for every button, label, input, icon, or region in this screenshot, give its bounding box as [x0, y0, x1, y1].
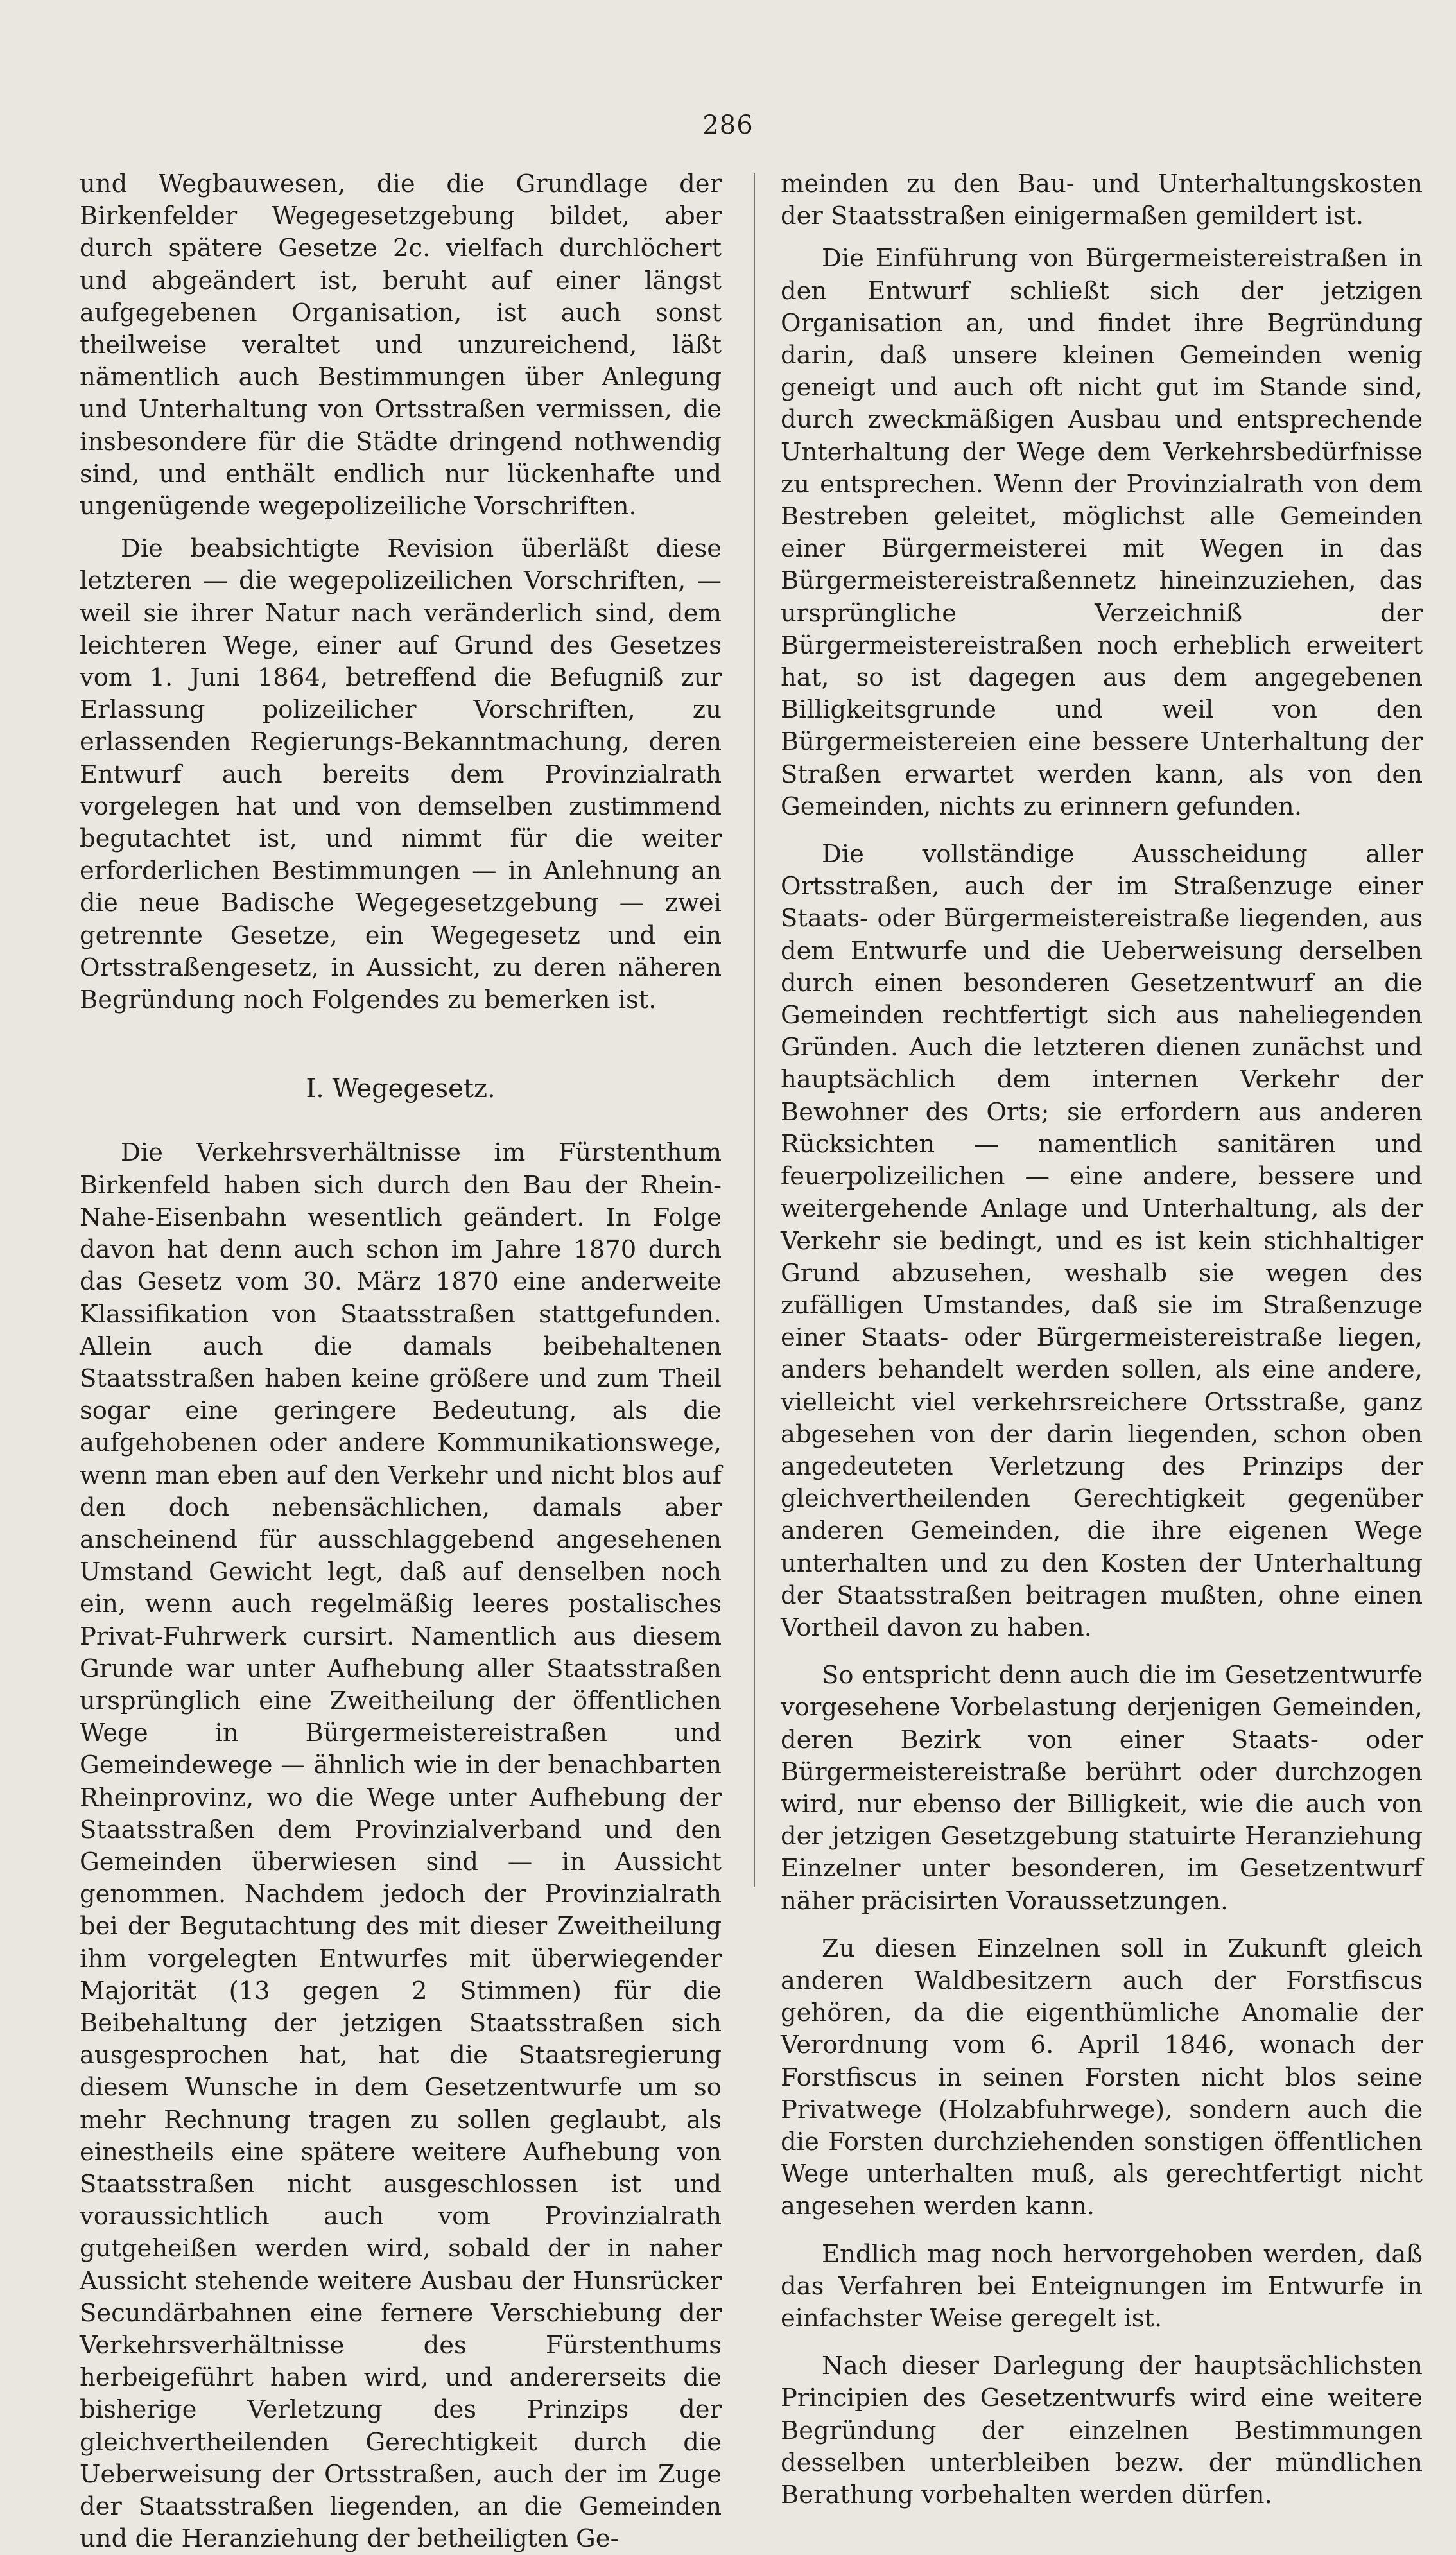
paragraph: So entspricht denn auch die im Gesetzentwurfe vorgesehene Vorbelastung derjenigen Gemeinden, deren Bezirk von einer Staats- oder Bürgermeistereistraße berührt oder durchzogen wird, nur ebenso der Billigkeit, wie die auch von der jetzigen Gesetzgebung statuirte Heranziehung Einzelner unter besonderen, im Gesetzentwurf näher präcisirten Voraussetzungen. [781, 1661, 1423, 1916]
paragraph: Die vollständige Ausscheidung aller Ortsstraßen, auch der im Straßenzuge einer Staats- oder Bürgermeistereistraße liegenden, aus dem Entwurfe und die Ueberweisung derselben durch einen besonderen Gesetzentwurf an die Gemeinden rechtfertigt sich aus naheliegenden Gründen. Auch die letzteren dienen zunächst und hauptsächlich dem internen Verkehr der Bewohner des Orts; sie erfordern aus anderen Rücksichten — namentlich sanitären und feuerpolizeilichen — eine andere, bessere und weitergehende Anlage und Unterhaltung, als der Verkehr sie bedingt, und es ist kein stichhaltiger Grund abzusehen, weshalb sie wegen des zufälligen Umstandes, daß sie im Straßenzuge einer Staats- oder Bürgermeistereistraße liegen, anders behandelt werden sollen, als eine andere, vielleicht viel verkehrsreichere Ortsstraße, ganz abgesehen von der darin liegenden, schon oben angedeuteten Verletzung des Prinzips der gleichvertheilenden Gerechtigkeit gegenüber anderen Gemeinden, die ihre eigenen Wege unterhalten und zu den Kosten der Unterhaltung der Staatsstraßen beitragen mußten, ohne einen Vortheil davon zu haben. [781, 840, 1423, 1642]
paragraph: Die beabsichtigte Revision überläßt diese letzteren — die wegepolizeilichen Vorschriften, — weil sie ihrer Natur nach veränderlich sind, dem leichteren Wege, einer auf Grund des Gesetzes vom 1. Juni 1864, betreffend die Befugniß zur Erlassung polizeilicher Vorschriften, zu erlassenden Regierungs-Bekanntmachung, deren Entwurf auch bereits dem Provinzialrath vorgelegen hat und von demselben zustimmend begutachtet ist, und nimmt für die weiter erforderlichen Bestimmungen — in Anlehnung an die neue Badische Wegegesetzgebung — zwei getrennte Gesetze, ein Wegegesetz und ein Ortsstraßengesetz, in Aussicht, zu deren näheren Begründung noch Folgendes zu bemerken ist. [80, 534, 722, 1015]
right-column [781, 168, 1423, 2511]
paragraph: meinden zu den Bau- und Unterhaltungskosten der Staatsstraßen einigermaßen gemildert ist. [781, 169, 1423, 231]
paragraph: Nach dieser Darlegung der hauptsächlichsten Principien des Gesetzentwurfs wird eine weitere Begründung der einzelnen Bestimmungen desselben unterbleiben bezw. der mündlichen Berathung vorbehalten werden dürfen. [781, 2351, 1423, 2510]
paragraph: Zu diesen Einzelnen soll in Zukunft gleich anderen Waldbesitzern auch der Forstfiscus gehören, da die eigenthümliche Anomalie der Verordnung vom 6. April 1846, wonach der Forstfiscus in seinen Forsten nicht blos seine Privatwege (Holzabfuhrwege), sondern auch die die Forsten durchziehenden sonstigen öffentlichen Wege unterhalten muß, als gerechtfertigt nicht angesehen werden kann. [781, 1934, 1423, 2221]
paragraph: Die Einführung von Bürgermeistereistraßen in den Entwurf schließt sich der jetzigen Organisation an, und findet ihre Begründung darin, daß unsere kleinen Gemeinden wenig geneigt und auch oft nicht gut im Stande sind, durch zweckmäßigen Ausbau und entsprechende Unterhaltung der Wege dem Verkehrsbedürfnisse zu entsprechen. Wenn der Provinzialrath von dem Bestreben geleitet, möglichst alle Gemeinden einer Bürgermeisterei mit Wegen in das Bürgermeistereistraßennetz hineinzuziehen, das ursprüngliche Verzeichniß der Bürgermeistereistraßen noch erheblich erweitert hat, so ist dagegen aus dem angegebenen Billigkeitsgrunde und weil von den Bürgermeistereien eine bessere Unterhaltung der Straßen erwartet werden kann, als von den Gemeinden, nichts zu erinnern gefunden. [781, 244, 1423, 821]
column-divider [754, 173, 755, 1887]
paragraph: und Wegbauwesen, die die Grundlage der Birkenfelder Wegegesetzgebung bildet, aber durch spätere Gesetze 2c. vielfach durchlöchert und abgeändert ist, beruht auf einer längst aufgegebenen Organisation, ist auch sonst theilweise veraltet und unzureichend, läßt nämentlich auch Bestimmungen über Anlegung und Unterhaltung von Ortsstraßen vermissen, die insbesondere für die Städte dringend nothwendig sind, und enthält endlich nur lückenhafte und ungenügende wegepolizeiliche Vorschriften. [80, 169, 722, 521]
paragraph: Endlich mag noch hervorgehoben werden, daß das Verfahren bei Enteignungen im Entwurfe in einfachster Weise geregelt ist. [781, 2239, 1423, 2333]
paragraph: Die Verkehrsverhältnisse im Fürstenthum Birkenfeld haben sich durch den Bau der Rhein-Nahe-Eisenbahn wesentlich geändert. In Folge davon hat denn auch schon im Jahre 1870 durch das Gesetz vom 30. März 1870 eine anderweite Klassifikation von Staatsstraßen stattgefunden. Allein auch die damals beibehaltenen Staatsstraßen haben keine größere und zum Theil sogar eine geringere Bedeutung, als die aufgehobenen oder andere Kommunikationswege, wenn man eben auf den Verkehr und nicht blos auf den doch nebensächlichen, damals aber anscheinend für ausschlaggebend angesehenen Umstand Gewicht legt, daß auf denselben noch ein, wenn auch regelmäßig leeres postalisches Privat-Fuhrwerk cursirt. Namentlich aus diesem Grunde war unter Aufhebung aller Staatsstraßen ursprünglich eine Zweitheilung der öffentlichen Wege in Bürgermeistereistraßen und Gemeindewege — ähnlich wie in der benachbarten Rheinprovinz, wo die Wege unter Aufhebung der Staatsstraßen dem Provinzialverband und den Gemeinden überwiesen sind — in Aussicht genommen. Nachdem jedoch der Provinzialrath bei der Begutachtung des mit dieser Zweitheilung ihm vorgelegten Entwurfes mit überwiegender Majorität (13 gegen 2 Stimmen) für die Beibehaltung der jetzigen Staatsstraßen sich ausgesprochen hat, hat die Staatsregierung diesem Wunsche in dem Gesetzentwurfe um so mehr Rechnung tragen zu sollen geglaubt, als einestheils eine spätere weitere Aufhebung von Staatsstraßen nicht ausgeschlossen ist und voraussichtlich auch vom Provinzialrath gutgeheißen werden wird, sobald der in naher Aussicht stehende weitere Ausbau der Hunsrücker Secundärbahnen eine fernere Verschiebung der Verkehrsverhältnisse des Fürstenthums herbeigeführt haben wird, und andererseits die bisherige Verletzung des Prinzips der gleichvertheilenden Gerechtigkeit durch die Ueberweisung der Ortsstraßen, auch der im Zuge der Staatsstraßen liegenden, an die Gemeinden und die Heranziehung der betheiligten Ge- [80, 1138, 722, 2554]
left-column [80, 168, 722, 2555]
section-title: I. Wegegesetz. [306, 1074, 496, 1104]
page-number: 286 [702, 110, 754, 140]
